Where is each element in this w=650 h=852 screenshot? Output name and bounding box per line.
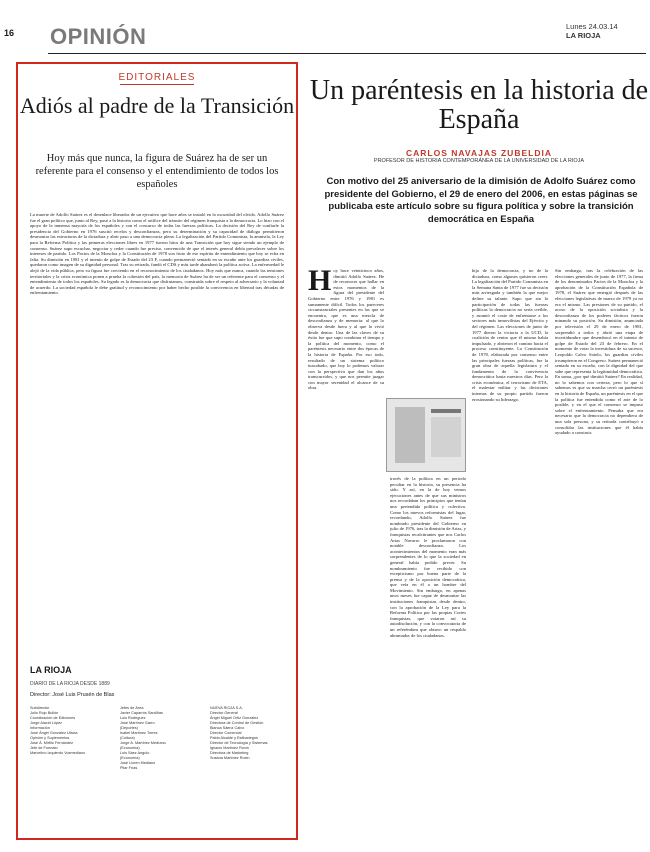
masthead-entry: Director General [210, 711, 238, 715]
masthead-column [120, 706, 180, 771]
masthead-entry: Información [30, 726, 50, 730]
page-number: 16 [4, 28, 15, 38]
masthead-entry: Opinión y Suplementos [30, 736, 70, 740]
masthead-entry: Ignacio Martínez Roxin [210, 746, 249, 750]
masthead-entry: (Economía) [120, 746, 140, 750]
masthead-entry: Susana Martínez Roxin [210, 756, 250, 760]
article-author: CARLOS NAVAJAS ZUBELDIA [406, 148, 552, 158]
masthead-entry: Coordinación de Ediciones [30, 716, 76, 720]
masthead-entry: (Economía) [120, 756, 140, 760]
masthead-tagline: DIARIO DE LA RIOJA DESDE 1889 [30, 681, 110, 687]
masthead-entry: (Cultura) [120, 736, 135, 740]
editorial-body: La muerte de Adolfo Suárez es el desenlace liberador de un ejecutivo que hace años se instaló en la oscuridad del olvido. Adolfo Suárez fue el gran político que, junto al Rey, pasó a la historia como el artífice del tránsito del régimen franquista a la democracia. Lo hizo con el apoyo de la inmensa mayoría de los españoles y con el concurso de todas las fuerzas políticas. La decisión del Rey de confiarle la presidencia del Gobierno en 1976 suscitó recelos y desconfianzas, pero su determinación y su capacidad de diálogo permitieron desmontar las estructuras de la dictadura y abrir paso a una democracia plena. La legalización del Partido Comunista, la amnistía, la Ley para la Reforma Política y las primeras elecciones libres en 1977 fueron hitos de una Transición que hoy sigue siendo un ejemplo de consenso. Suárez supo escuchar, negociar y ceder cuando fue preciso, convencido de que el interés general debía prevalecer sobre los intereses de partido. Los Pactos de la Moncloa y la Constitución de 1978 son fruto de ese espíritu de entendimiento que hoy se echa en falta. Su dimisión en 1981 y el intento de golpe de Estado del 23 F, cuando permaneció sentado en su escaño ante los guardias civiles, quedaron como imagen de su dignidad personal. Tras su retirada, fundó el CDS y más tarde abandonó la política activa. La enfermedad le alejó de la vida pública, pero su figura fue creciendo en el reconocimiento de los ciudadanos. Hoy más que nunca, cuando las tensiones territoriales y la crisis económica ponen a prueba la cohesión del país, la memoria de Suárez ha de ser un referente para el consenso y el entendimiento de todos los españoles. Su legado es la democracia que disfrutamos, construida sobre el respeto al adversario y la voluntad de acuerdo. La sociedad española le debe gratitud y reconocimiento por haber hecho posible la convivencia en libertad tras décadas de enfrentamiento. [30, 212, 284, 296]
article-author-role: PROFESOR DE HISTORIA CONTEMPORÁNEA DE LA UNIVERSIDAD DE LA RIOJA [373, 158, 585, 164]
article-column-2-upper [390, 268, 466, 398]
article-column-3: hijo de la democracia, y no de la dictadura, como algunos quisieron creer. La legalización del Partido Comunista en la Semana Santa de 1977 fue su decisión más arriesgada y también la que mejor define su talante. Supo que sin la participación de todas las fuerzas políticas la democracia no sería creíble, y asumió el coste de enfrentarse a los sectores más inmovilistas del Ejército y del régimen. Las elecciones de junio de 1977 dieron la victoria a la UCD, la coalición de centro que él mismo había impulsado, y abrieron el camino hacia el proceso constituyente. La Constitución de 1978, elaborada por consenso entre las principales fuerzas políticas, fue la gran obra de aquella legislatura y el fundamento de la convivencia democrática hasta nuestros días. Pero la crisis económica, el terrorismo de ETA, el malestar militar y las divisiones internas de su propio partido fueron erosionando su liderazgo. [472, 268, 548, 402]
editorial-title: Adiós al padre de la Transición [19, 93, 295, 118]
masthead-entry: Pablo Alcalde y Estibariegos [210, 736, 258, 740]
article-column-1b [308, 360, 384, 836]
article-column-4: Sin embargo, tras la celebración de las elecciones generales de junio de 1977, la firma de los denominados Pactos de la Moncloa y la aprobación de la Constitución Española de 1978, el Suárez que emergió después de las elecciones legislativas de marzo de 1979 ya no era el mismo. Las presiones de su partido, el acoso de la oposición socialista y la desconfianza de los poderes fácticos fueron minando su posición. Su dimisión, anunciada por televisión el 29 de enero de 1981, sorprendió a todos y abrió una etapa de incertidumbre que desembocó en el intento de golpe de Estado del 23 de febrero. En el momento de votar la investidura de su sucesor, Leopoldo Calvo Sotelo, los guardias civiles irrumpieron en el Congreso. Suárez permaneció sentado en su escaño, con la dignidad del que sabe que representa la legitimidad democrática. En suma, ¿por qué dimitió Suárez? En realidad, no lo sabemos con certeza, pero lo que sí sabemos es que su marcha cerró un paréntesis en la historia de España, un paréntesis en el que la política fue entendida como el arte de lo posible, y en el que el consenso se impuso sobre el enfrentamiento. Pensaba que era necesario que la democracia no dependiera de una sola persona, y su retirada contribuyó a consolidar las instituciones que él había ayudado a construir. [555, 268, 643, 436]
editorial-label: EDITORIALES [118, 72, 196, 83]
masthead-entry: Julio Rojo Bullón [30, 711, 59, 715]
masthead-entry: Luis Rodríguez [120, 716, 146, 720]
masthead-entry: Jorge A. Martínez Medrano [120, 741, 166, 745]
masthead-entry: Jefe de Formato [30, 746, 58, 750]
masthead-entry: (Deportes) [120, 726, 138, 730]
masthead-entry: Director de Tecnología y Sistemas [210, 741, 268, 745]
article-dropcap: H [308, 268, 332, 297]
editorial-subtitle: Hoy más que nunca, la figura de Suárez ha de ser un referente para el consenso y el entendimiento de todos los españoles [35, 153, 279, 190]
masthead-column [30, 706, 90, 756]
article-lead: Con motivo del 25 aniversario de la dimisión de Adolfo Suárez como presidente del Gobierno, el 29 de enero del 2006, en estas páginas se publicaba este artículo sobre su figura política y sobre la transición democrática en España [324, 176, 638, 225]
masthead-entry: Blanca Sáenz Calvo [210, 726, 245, 730]
masthead-name: LA RIOJA [30, 665, 72, 675]
article-column-text: oy hace veinticinco años, dimitió Adolfo Suárez. He de reconocer que hallar en estos momentos de la figura del presidente del Gobierno entre 1976 y 1981 es sumamente difícil. Todos los pareceres circunstanciales presentes en las que se encuentra, que es una mezcla de desconfianza y de memoria: al que lo observa desde fuera y al que lo vivió desde dentro. Una de las claves de su éxito fue que supo combinar el tiempo y la política del momento, como el paréntesis necesario entre dos épocas de la historia de España. Por eso todo, resultado de un sistema político inacabado, que hoy lo podemos valorar con la perspectiva que dan los años transcurridos, y que nos permite juzgar con mayor serenidad el alcance de su obra. [308, 268, 384, 391]
header-rule [48, 53, 646, 54]
masthead-column [210, 706, 284, 761]
masthead-director: Director: José Luis Prusén de Blas [30, 692, 115, 698]
issue-date: Lunes 24.03.14 [566, 22, 618, 31]
masthead-entry: José Ángel González Ulacia [30, 731, 78, 735]
masthead-entry: Marcelino Izquierdo Vozmediano [30, 751, 86, 755]
masthead-staff [30, 706, 284, 822]
article-column-2-lower: través de la política en un periodo peculiar en la historia, su presencia ha sido. Y así, en la de hoy vemos ejecuciones antes de que sus ministros nos recordaban los principios que tenían una pretendida política y colectiva. Como los nuevos reformistas del lugar, recordando, Adolfo Suárez fue nombrado presidente del Gobierno en julio de 1976, tras la dimisión de Arias, y franquistas recalcitrantes que nos Carlos Arias Navarro le proclamaron con notable desconfianza. Los acontecimientos del momento eran más sorprendentes de lo que la sociedad en general había podido prever. Su nombramiento fue recibido con escepticismo por buena parte de la prensa y de la oposición democrática, que veía en él a un hombre del Movimiento. Sin embargo, en apenas unos meses fue capaz de desmontar las instituciones franquistas desde dentro, con la aprobación de la Ley para la Reforma Política por las propias Cortes franquistas, que votaron así su autodisolución, y con la convocatoria de un referéndum que obtuvo un respaldo abrumador de los ciudadanos. [390, 476, 466, 638]
masthead-entry: José Martínez Garro [120, 721, 155, 725]
masthead-entry: Ángel Miguel Ortiz González [210, 716, 259, 720]
masthead-entry: José Lloren Mediano [120, 761, 156, 765]
masthead-entry: Director Comercial [210, 731, 242, 735]
masthead-entry: Directora de Control de Gestión [210, 721, 264, 725]
masthead-entry: Javier Caparrós Sardiñas [120, 711, 163, 715]
masthead-entry: Directora de Marketing [210, 751, 249, 755]
editorial-label-rule [120, 84, 194, 85]
masthead-entry: Jefes de Área [120, 706, 144, 710]
masthead-entry: NUEVA RIOJA S.A. [210, 706, 243, 710]
masthead-entry: Jorge Alacid López [30, 721, 63, 725]
masthead-entry: Pilar Frías [120, 766, 138, 770]
masthead-entry: Luis Sáez Angulo [120, 751, 150, 755]
masthead-entry: Isabel Martínez Torres [120, 731, 158, 735]
article-title: Un paréntesis en la historia de España [309, 75, 649, 135]
newspaper-name: LA RIOJA [566, 31, 601, 40]
section-title: OPINIÓN [50, 24, 147, 49]
masthead-entry: José Á. Mirfilo Fernández [30, 741, 74, 745]
masthead-entry: Subdirector [30, 706, 50, 710]
